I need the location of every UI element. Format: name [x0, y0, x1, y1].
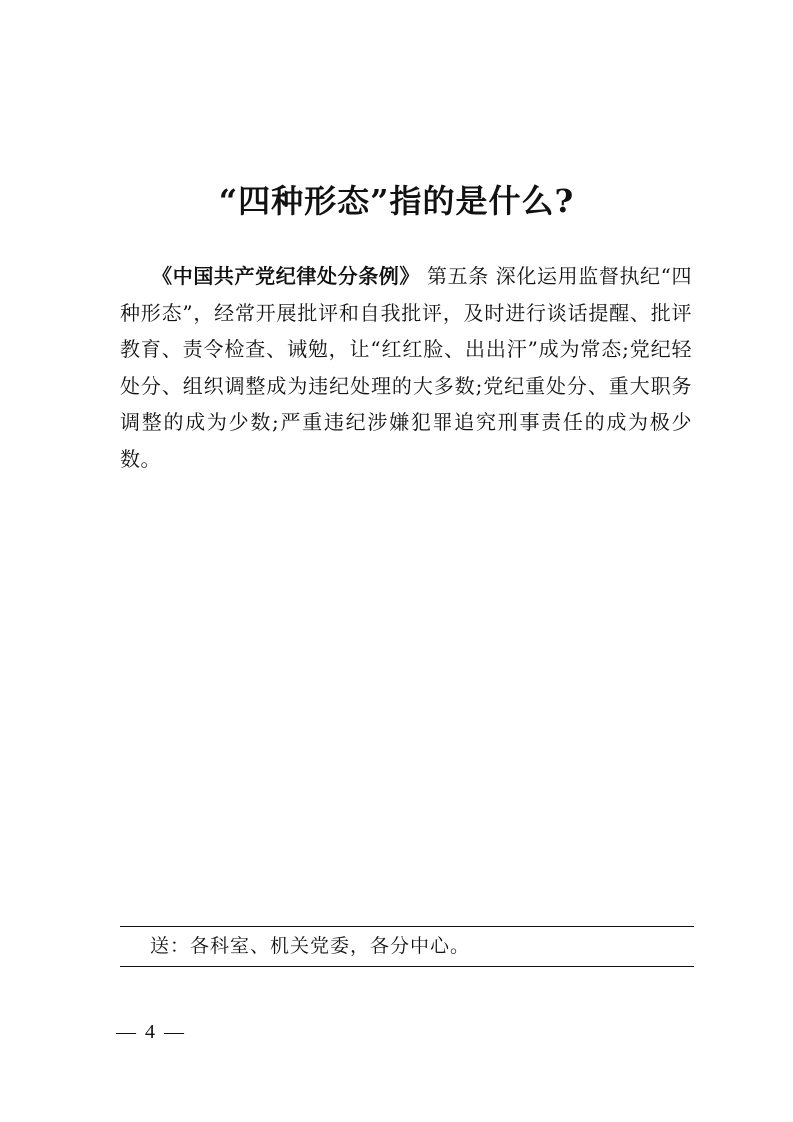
article-number: 第五条: [427, 264, 489, 288]
regulation-source: 《中国共产党纪律处分条例》: [152, 264, 421, 288]
document-title: “四种形态”指的是什么?: [218, 182, 575, 220]
body-paragraph: [120, 258, 692, 478]
page-number: — 4 —: [116, 1021, 186, 1043]
paragraph-content: 深化运用监督执纪“四种形态”，经常开展批评和自我批评，及时进行谈话提醒、批评教育、责令检查、诫勉，让“红红脸、出出汗”成为常态;党纪轻处分、组织调整成为违纪处理的大多数;党纪重处分、重大职务调整的成为少数;严重违纪涉嫌犯罪追究刑事责任的成为极少数。: [120, 264, 693, 471]
distribution-bottom-rule: [120, 966, 694, 967]
distribution-list: 送：各科室、机关党委，各分中心。: [150, 935, 471, 957]
distribution-top-rule: [120, 926, 694, 927]
